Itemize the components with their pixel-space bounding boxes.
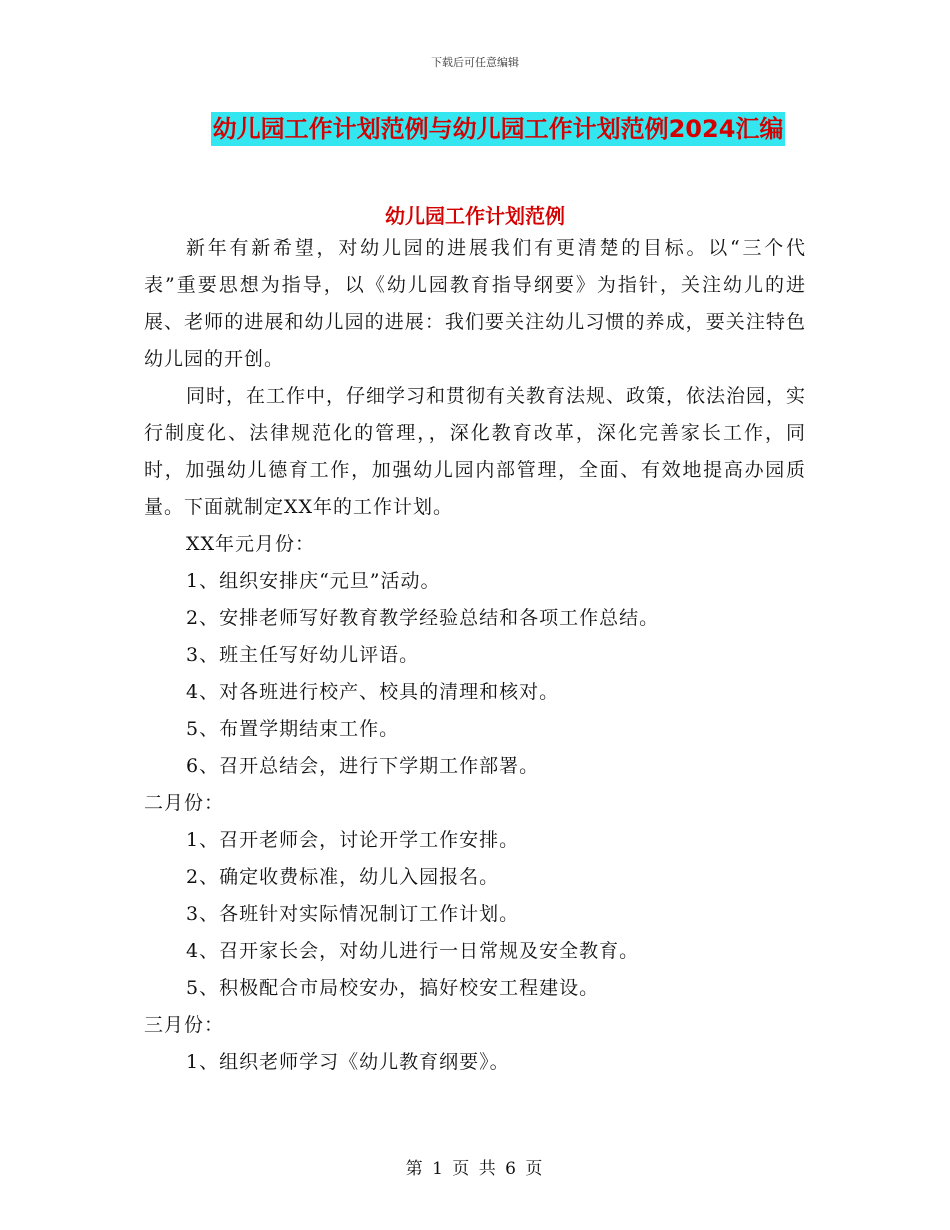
- january-item-1: 1、组织安排庆“元旦”活动。: [186, 570, 441, 592]
- february-heading: 二月份：: [144, 792, 225, 814]
- january-item-5: 5、布置学期结束工作。: [186, 718, 400, 740]
- february-item-3: 3、各班针对实际情况制订工作计划。: [186, 903, 520, 925]
- march-item-1: 1、组织老师学习《幼儿教育纲要》。: [186, 1051, 510, 1073]
- january-item-6: 6、召开总结会，进行下学期工作部署。: [186, 755, 540, 777]
- intro-paragraph-2: 同时，在工作中，仔细学习和贯彻有关教育法规、政策，依法治园，实行制度化、法律规范化的管理，，深化教育改革，深化完善家长工作，同时，加强幼儿德育工作，加强幼儿园内部管理，全面、有效地提高办园质量。下面就制定XX年的工作计划。: [144, 385, 807, 518]
- header-note: 下载后可任意编辑: [431, 56, 519, 69]
- january-item-3: 3、班主任写好幼儿评语。: [186, 644, 420, 666]
- document-title: 幼儿园工作计划范例与幼儿园工作计划范例2024汇编: [211, 112, 786, 146]
- section-heading: 幼儿园工作计划范例: [385, 204, 565, 228]
- intro-paragraph-1: 新年有新希望，对幼儿园的进展我们有更清楚的目标。以“三个代表”重要思想为指导，以《幼儿园教育指导纲要》为指针，关注幼儿的进展、老师的进展和幼儿园的进展：我们要关注幼儿习惯的养成，要关注特色幼儿园的开创。: [144, 237, 806, 370]
- march-heading: 三月份：: [144, 1014, 225, 1036]
- february-item-2: 2、确定收费标准，幼儿入园报名。: [186, 866, 500, 888]
- january-item-2: 2、安排老师写好教育教学经验总结和各项工作总结。: [186, 607, 660, 629]
- january-item-4: 4、对各班进行校产、校具的清理和核对。: [186, 681, 560, 703]
- document-body: [144, 230, 806, 1081]
- document-title-container: [0, 112, 950, 146]
- january-heading: XX年元月份：: [186, 533, 316, 555]
- page-footer: 第 1 页 共 6 页: [405, 1159, 545, 1179]
- february-item-1: 1、召开老师会，讨论开学工作安排。: [186, 829, 520, 851]
- february-item-5: 5、积极配合市局校安办，搞好校安工程建设。: [186, 977, 600, 999]
- february-item-4: 4、召开家长会，对幼儿进行一日常规及安全教育。: [186, 940, 640, 962]
